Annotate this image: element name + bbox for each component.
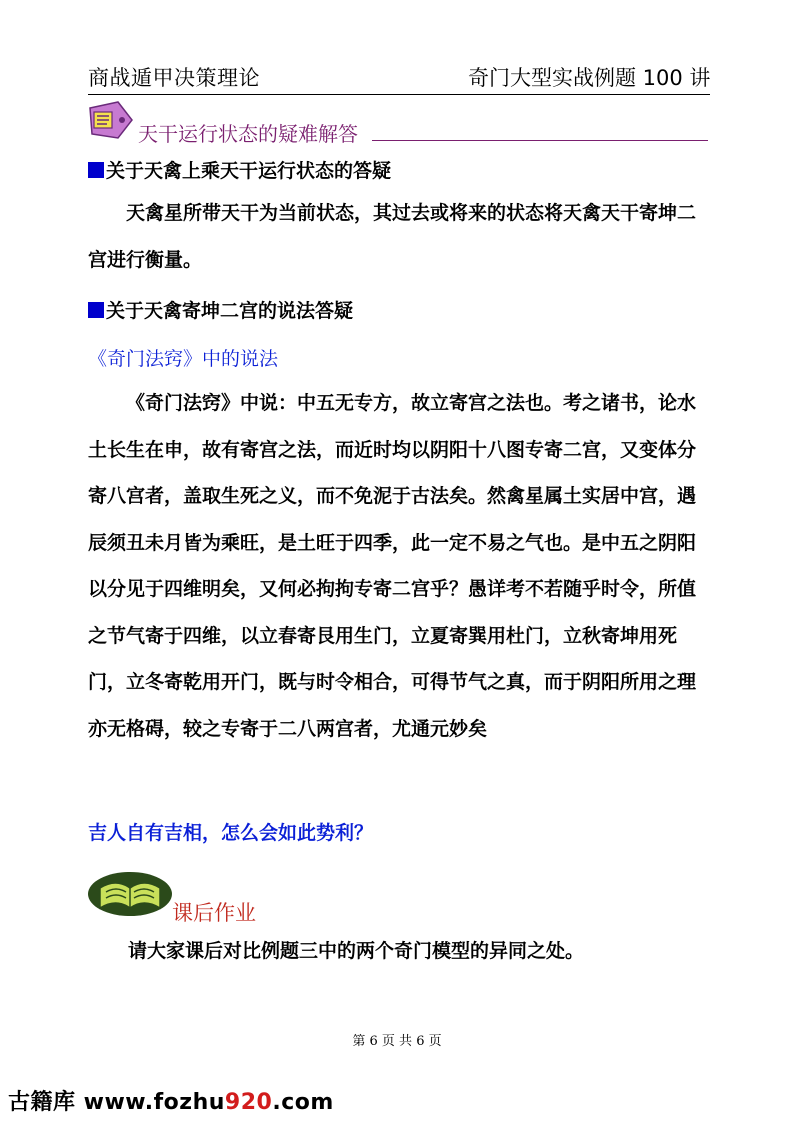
watermark-suffix: .com — [272, 1090, 334, 1115]
homework-text: 请大家课后对比例题三中的两个奇门模型的异同之处。 — [128, 940, 585, 962]
section-title-underline — [372, 140, 708, 141]
watermark-number: 920 — [224, 1090, 273, 1115]
watermark-prefix: 古籍库 www.fozhu — [8, 1090, 225, 1115]
site-watermark — [8, 1085, 334, 1116]
q1-heading: 关于天禽上乘天干运行状态的答疑 — [106, 160, 392, 182]
homework-title: 课后作业 — [172, 901, 256, 925]
q2-paragraph: 《奇门法窍》中说：中五无专方，故立寄宫之法也。考之诸书，论水土长生在申，故有寄宫之法，而近时均以阴阳十八图专寄二宫，又变体分寄八宫者，盖取生死之义，而不免泥于古法矣。然禽星属土实居中宫，遇辰须丑未月皆为乘旺，是土旺于四季，此一定不易之气也。是中五之阴阳以分见于四维明矣，又何必拘拘专寄二宫乎？愚详考不若随乎时令，所值之节气寄于四维，以立春寄艮用生门，立夏寄巽用杜门，立秋寄坤用死门，立冬寄乾用开门，既与时令相合，可得节气之真，而于阴阳所用之理亦无格碍，较之专寄于二八两宫者，尤通元妙矣 — [88, 392, 697, 740]
header-right-title: 奇门大型实战例题 100 讲 — [468, 66, 711, 90]
q2-closing-remark: 吉人自有吉相，怎么会如此势利？ — [88, 822, 374, 844]
header-divider — [88, 94, 710, 95]
bullet-square-icon — [88, 302, 104, 318]
q1-paragraph: 天禽星所带天干为当前状态，其过去或将来的状态将天禽天干寄坤二宫进行衡量。 — [88, 202, 697, 271]
book-icon — [86, 868, 174, 918]
bullet-square-icon — [88, 162, 104, 178]
section-title: 天干运行状态的疑难解答 — [138, 122, 358, 146]
q1-heading-row — [88, 156, 391, 183]
section-hand-icon — [88, 100, 134, 142]
page-number: 第 6 页 共 6 页 — [352, 1034, 442, 1049]
header-left-title: 商战遁甲决策理论 — [88, 66, 260, 90]
q2-heading: 关于天禽寄坤二宫的说法答疑 — [106, 300, 354, 322]
q2-source-label: 《奇门法窍》中的说法 — [88, 348, 279, 370]
q2-heading-row — [88, 296, 353, 323]
